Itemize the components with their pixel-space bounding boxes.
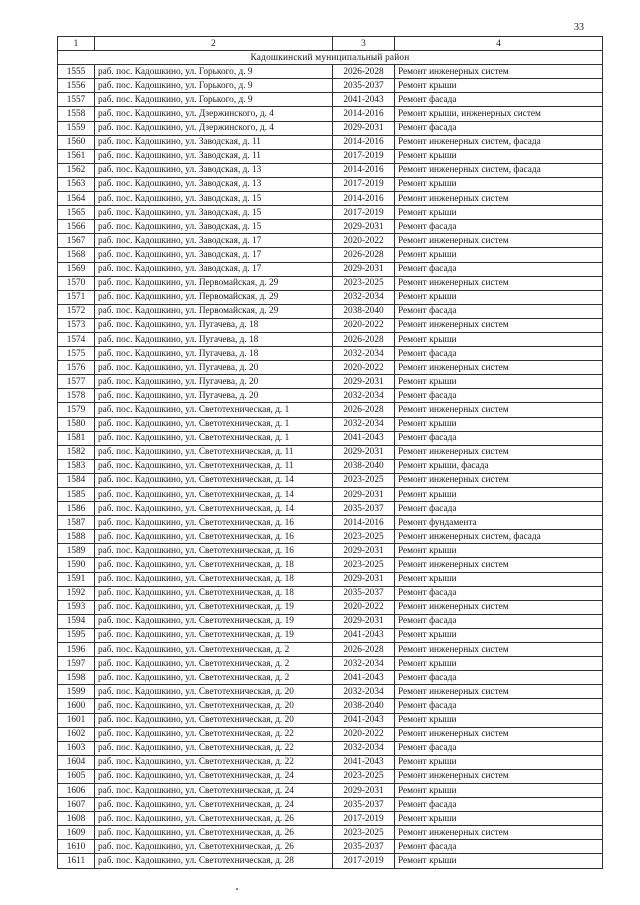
address: раб. пос. Кадошкино, ул. Заводская, д. 17 <box>95 248 333 262</box>
address: раб. пос. Кадошкино, ул. Заводская, д. 15 <box>95 192 333 206</box>
table-row <box>58 699 603 713</box>
row-number: 1577 <box>58 375 95 389</box>
period: 2032-2034 <box>333 741 395 755</box>
address: раб. пос. Кадошкино, ул. Светотехническая, д. 20 <box>95 685 333 699</box>
period: 2023-2025 <box>333 530 395 544</box>
table-row <box>58 614 603 628</box>
table-row <box>58 769 603 783</box>
table-row <box>58 445 603 459</box>
address: раб. пос. Кадошкино, ул. Горького, д. 9 <box>95 65 333 79</box>
address: раб. пос. Кадошкино, ул. Светотехническая, д. 20 <box>95 699 333 713</box>
row-number: 1568 <box>58 248 95 262</box>
address: раб. пос. Кадошкино, ул. Пугачева, д. 18 <box>95 318 333 332</box>
table-row <box>58 516 603 530</box>
row-number: 1575 <box>58 347 95 361</box>
address: раб. пос. Кадошкино, ул. Светотехническая, д. 14 <box>95 473 333 487</box>
period: 2029-2031 <box>333 121 395 135</box>
row-number: 1562 <box>58 163 95 177</box>
table-row <box>58 347 603 361</box>
row-number: 1559 <box>58 121 95 135</box>
row-number: 1579 <box>58 403 95 417</box>
work-type: Ремонт фасада <box>395 840 603 854</box>
row-number: 1601 <box>58 713 95 727</box>
work-type: Ремонт крыши <box>395 248 603 262</box>
work-type: Ремонт инженерных систем <box>395 685 603 699</box>
header-row <box>58 37 603 51</box>
address: раб. пос. Кадошкино, ул. Светотехническая, д. 26 <box>95 826 333 840</box>
table-row <box>58 643 603 657</box>
row-number: 1582 <box>58 445 95 459</box>
period: 2032-2034 <box>333 685 395 699</box>
address: раб. пос. Кадошкино, ул. Заводская, д. 13 <box>95 163 333 177</box>
row-number: 1607 <box>58 798 95 812</box>
work-type: Ремонт фасада <box>395 220 603 234</box>
period: 2014-2016 <box>333 135 395 149</box>
address: раб. пос. Кадошкино, ул. Светотехническая, д. 18 <box>95 586 333 600</box>
work-type: Ремонт инженерных систем <box>395 445 603 459</box>
row-number: 1578 <box>58 389 95 403</box>
work-type: Ремонт инженерных систем <box>395 276 603 290</box>
table-row <box>58 276 603 290</box>
table-row <box>58 65 603 79</box>
work-type: Ремонт инженерных систем <box>395 769 603 783</box>
address: раб. пос. Кадошкино, ул. Светотехническая, д. 1 <box>95 417 333 431</box>
address: раб. пос. Кадошкино, ул. Дзержинского, д. 4 <box>95 107 333 121</box>
period: 2041-2043 <box>333 628 395 642</box>
row-number: 1555 <box>58 65 95 79</box>
table-row <box>58 107 603 121</box>
address: раб. пос. Кадошкино, ул. Заводская, д. 17 <box>95 234 333 248</box>
address: раб. пос. Кадошкино, ул. Светотехническая, д. 2 <box>95 643 333 657</box>
period: 2029-2031 <box>333 375 395 389</box>
period: 2029-2031 <box>333 614 395 628</box>
work-type: Ремонт фасада <box>395 502 603 516</box>
row-number: 1611 <box>58 854 95 868</box>
work-type: Ремонт фасада <box>395 671 603 685</box>
table-row <box>58 163 603 177</box>
table-row <box>58 403 603 417</box>
region-title: Кадошкинский муниципальный район <box>58 51 603 65</box>
row-number: 1560 <box>58 135 95 149</box>
period: 2038-2040 <box>333 459 395 473</box>
row-number: 1556 <box>58 79 95 93</box>
period: 2029-2031 <box>333 220 395 234</box>
address: раб. пос. Кадошкино, ул. Светотехническая, д. 2 <box>95 657 333 671</box>
address: раб. пос. Кадошкино, ул. Пугачева, д. 18 <box>95 347 333 361</box>
row-number: 1606 <box>58 783 95 797</box>
work-type: Ремонт крыши <box>395 149 603 163</box>
work-type: Ремонт фасада <box>395 389 603 403</box>
work-type: Ремонт фасада <box>395 741 603 755</box>
address: раб. пос. Кадошкино, ул. Светотехническая, д. 26 <box>95 840 333 854</box>
work-type: Ремонт крыши <box>395 290 603 304</box>
row-number: 1570 <box>58 276 95 290</box>
address: раб. пос. Кадошкино, ул. Светотехническая, д. 28 <box>95 854 333 868</box>
address: раб. пос. Кадошкино, ул. Светотехническая, д. 22 <box>95 727 333 741</box>
period: 2017-2019 <box>333 812 395 826</box>
period: 2023-2025 <box>333 826 395 840</box>
row-number: 1567 <box>58 234 95 248</box>
period: 2020-2022 <box>333 600 395 614</box>
table-row <box>58 854 603 868</box>
period: 2026-2028 <box>333 248 395 262</box>
period: 2035-2037 <box>333 840 395 854</box>
address: раб. пос. Кадошкино, ул. Светотехническая, д. 19 <box>95 600 333 614</box>
row-number: 1587 <box>58 516 95 530</box>
work-type: Ремонт крыши <box>395 417 603 431</box>
row-number: 1608 <box>58 812 95 826</box>
address: раб. пос. Кадошкино, ул. Пугачева, д. 20 <box>95 375 333 389</box>
table-row <box>58 600 603 614</box>
column-header-2: 2 <box>95 37 333 51</box>
table-row <box>58 657 603 671</box>
work-type: Ремонт крыши, инженерных систем <box>395 107 603 121</box>
table-row <box>58 473 603 487</box>
period: 2035-2037 <box>333 798 395 812</box>
address: раб. пос. Кадошкино, ул. Светотехническая, д. 19 <box>95 628 333 642</box>
work-type: Ремонт инженерных систем <box>395 727 603 741</box>
period: 2026-2028 <box>333 65 395 79</box>
period: 2014-2016 <box>333 516 395 530</box>
row-number: 1565 <box>58 206 95 220</box>
table-row <box>58 417 603 431</box>
period: 2041-2043 <box>333 431 395 445</box>
work-type: Ремонт фасада <box>395 347 603 361</box>
period: 2023-2025 <box>333 558 395 572</box>
work-type: Ремонт крыши <box>395 713 603 727</box>
period: 2029-2031 <box>333 262 395 276</box>
period: 2032-2034 <box>333 657 395 671</box>
row-number: 1591 <box>58 572 95 586</box>
period: 2014-2016 <box>333 192 395 206</box>
address: раб. пос. Кадошкино, ул. Заводская, д. 15 <box>95 206 333 220</box>
row-number: 1588 <box>58 530 95 544</box>
period: 2020-2022 <box>333 727 395 741</box>
table-row <box>58 755 603 769</box>
row-number: 1585 <box>58 488 95 502</box>
address: раб. пос. Кадошкино, ул. Пугачева, д. 20 <box>95 389 333 403</box>
work-type: Ремонт крыши <box>395 783 603 797</box>
row-number: 1563 <box>58 177 95 191</box>
row-number: 1557 <box>58 93 95 107</box>
period: 2020-2022 <box>333 361 395 375</box>
address: раб. пос. Кадошкино, ул. Светотехническая, д. 20 <box>95 713 333 727</box>
row-number: 1602 <box>58 727 95 741</box>
address: раб. пос. Кадошкино, ул. Светотехническая, д. 1 <box>95 431 333 445</box>
address: раб. пос. Кадошкино, ул. Заводская, д. 11 <box>95 149 333 163</box>
period: 2029-2031 <box>333 783 395 797</box>
address: раб. пос. Кадошкино, ул. Дзержинского, д. 4 <box>95 121 333 135</box>
row-number: 1571 <box>58 290 95 304</box>
address: раб. пос. Кадошкино, ул. Светотехническая, д. 11 <box>95 459 333 473</box>
work-type: Ремонт инженерных систем <box>395 403 603 417</box>
period: 2023-2025 <box>333 769 395 783</box>
table-row <box>58 93 603 107</box>
row-number: 1580 <box>58 417 95 431</box>
row-number: 1594 <box>58 614 95 628</box>
table-row <box>58 304 603 318</box>
address: раб. пос. Кадошкино, ул. Светотехническая, д. 1 <box>95 403 333 417</box>
address: раб. пос. Кадошкино, ул. Светотехническая, д. 24 <box>95 798 333 812</box>
period: 2035-2037 <box>333 79 395 93</box>
address: раб. пос. Кадошкино, ул. Первомайская, д. 29 <box>95 304 333 318</box>
work-type: Ремонт крыши <box>395 657 603 671</box>
row-number: 1584 <box>58 473 95 487</box>
row-number: 1566 <box>58 220 95 234</box>
row-number: 1590 <box>58 558 95 572</box>
address: раб. пос. Кадошкино, ул. Светотехническая, д. 18 <box>95 558 333 572</box>
table-row <box>58 220 603 234</box>
table-row <box>58 177 603 191</box>
row-number: 1564 <box>58 192 95 206</box>
period: 2041-2043 <box>333 671 395 685</box>
table-row <box>58 826 603 840</box>
address: раб. пос. Кадошкино, ул. Светотехническая, д. 24 <box>95 783 333 797</box>
work-type: Ремонт инженерных систем <box>395 65 603 79</box>
period: 2038-2040 <box>333 699 395 713</box>
work-type: Ремонт фасада <box>395 798 603 812</box>
address: раб. пос. Кадошкино, ул. Светотехническая, д. 24 <box>95 769 333 783</box>
table-row <box>58 248 603 262</box>
table-row <box>58 234 603 248</box>
period: 2017-2019 <box>333 854 395 868</box>
work-type: Ремонт инженерных систем <box>395 558 603 572</box>
work-type: Ремонт фасада <box>395 121 603 135</box>
row-number: 1605 <box>58 769 95 783</box>
address: раб. пос. Кадошкино, ул. Светотехническая, д. 18 <box>95 572 333 586</box>
period: 2035-2037 <box>333 586 395 600</box>
row-number: 1604 <box>58 755 95 769</box>
work-type: Ремонт крыши <box>395 628 603 642</box>
table-row <box>58 713 603 727</box>
work-type: Ремонт крыши <box>395 206 603 220</box>
work-type: Ремонт крыши <box>395 755 603 769</box>
work-type: Ремонт инженерных систем <box>395 192 603 206</box>
address: раб. пос. Кадошкино, ул. Светотехническая, д. 14 <box>95 488 333 502</box>
period: 2041-2043 <box>333 755 395 769</box>
row-number: 1598 <box>58 671 95 685</box>
period: 2029-2031 <box>333 488 395 502</box>
table-row <box>58 671 603 685</box>
work-type: Ремонт крыши, фасада <box>395 459 603 473</box>
address: раб. пос. Кадошкино, ул. Первомайская, д. 29 <box>95 290 333 304</box>
period: 2038-2040 <box>333 304 395 318</box>
address: раб. пос. Кадошкино, ул. Светотехническая, д. 16 <box>95 516 333 530</box>
table-row <box>58 332 603 346</box>
work-type: Ремонт инженерных систем <box>395 600 603 614</box>
period: 2020-2022 <box>333 318 395 332</box>
table-row <box>58 544 603 558</box>
period: 2029-2031 <box>333 544 395 558</box>
column-header-4: 4 <box>395 37 603 51</box>
table-row <box>58 459 603 473</box>
row-number: 1576 <box>58 361 95 375</box>
work-type: Ремонт крыши <box>395 854 603 868</box>
address: раб. пос. Кадошкино, ул. Пугачева, д. 20 <box>95 361 333 375</box>
row-number: 1596 <box>58 643 95 657</box>
address: раб. пос. Кадошкино, ул. Заводская, д. 13 <box>95 177 333 191</box>
table-row <box>58 192 603 206</box>
row-number: 1572 <box>58 304 95 318</box>
work-type: Ремонт фасада <box>395 93 603 107</box>
address: раб. пос. Кадошкино, ул. Светотехническая, д. 26 <box>95 812 333 826</box>
work-type: Ремонт инженерных систем <box>395 826 603 840</box>
work-type: Ремонт фасада <box>395 262 603 276</box>
address: раб. пос. Кадошкино, ул. Светотехническая, д. 22 <box>95 755 333 769</box>
row-number: 1561 <box>58 149 95 163</box>
work-type: Ремонт крыши <box>395 812 603 826</box>
table-row <box>58 135 603 149</box>
table-row <box>58 798 603 812</box>
table-row <box>58 375 603 389</box>
work-type: Ремонт инженерных систем <box>395 361 603 375</box>
period: 2023-2025 <box>333 473 395 487</box>
period: 2035-2037 <box>333 502 395 516</box>
address: раб. пос. Кадошкино, ул. Горького, д. 9 <box>95 79 333 93</box>
period: 2029-2031 <box>333 572 395 586</box>
table-row <box>58 431 603 445</box>
period: 2026-2028 <box>333 403 395 417</box>
row-number: 1573 <box>58 318 95 332</box>
work-type: Ремонт крыши <box>395 488 603 502</box>
repair-schedule-table <box>57 36 603 869</box>
row-number: 1589 <box>58 544 95 558</box>
period: 2017-2019 <box>333 177 395 191</box>
table-row <box>58 530 603 544</box>
row-number: 1603 <box>58 741 95 755</box>
period: 2023-2025 <box>333 276 395 290</box>
row-number: 1595 <box>58 628 95 642</box>
table-row <box>58 488 603 502</box>
work-type: Ремонт крыши <box>395 332 603 346</box>
table-row <box>58 502 603 516</box>
table-row <box>58 361 603 375</box>
table-row <box>58 262 603 276</box>
row-number: 1597 <box>58 657 95 671</box>
period: 2041-2043 <box>333 93 395 107</box>
work-type: Ремонт фасада <box>395 304 603 318</box>
table-row <box>58 318 603 332</box>
work-type: Ремонт крыши <box>395 177 603 191</box>
table-row <box>58 727 603 741</box>
table-row <box>58 741 603 755</box>
table-row <box>58 290 603 304</box>
address: раб. пос. Кадошкино, ул. Светотехническая, д. 19 <box>95 614 333 628</box>
row-number: 1609 <box>58 826 95 840</box>
work-type: Ремонт крыши <box>395 544 603 558</box>
period: 2032-2034 <box>333 417 395 431</box>
table-row <box>58 628 603 642</box>
address: раб. пос. Кадошкино, ул. Светотехническая, д. 16 <box>95 544 333 558</box>
work-type: Ремонт инженерных систем, фасада <box>395 135 603 149</box>
work-type: Ремонт инженерных систем <box>395 473 603 487</box>
work-type: Ремонт инженерных систем <box>395 234 603 248</box>
period: 2017-2019 <box>333 206 395 220</box>
row-number: 1581 <box>58 431 95 445</box>
row-number: 1583 <box>58 459 95 473</box>
row-number: 1593 <box>58 600 95 614</box>
address: раб. пос. Кадошкино, ул. Светотехническая, д. 2 <box>95 671 333 685</box>
address: раб. пос. Кадошкино, ул. Заводская, д. 17 <box>95 262 333 276</box>
table-row <box>58 121 603 135</box>
period: 2017-2019 <box>333 149 395 163</box>
address: раб. пос. Кадошкино, ул. Заводская, д. 11 <box>95 135 333 149</box>
table-row <box>58 840 603 854</box>
row-number: 1574 <box>58 332 95 346</box>
work-type: Ремонт крыши <box>395 572 603 586</box>
address: раб. пос. Кадошкино, ул. Первомайская, д. 29 <box>95 276 333 290</box>
period: 2032-2034 <box>333 347 395 361</box>
row-number: 1569 <box>58 262 95 276</box>
period: 2032-2034 <box>333 389 395 403</box>
period: 2014-2016 <box>333 163 395 177</box>
work-type: Ремонт крыши <box>395 79 603 93</box>
column-header-1: 1 <box>58 37 95 51</box>
period: 2032-2034 <box>333 290 395 304</box>
table-row <box>58 812 603 826</box>
table-row <box>58 685 603 699</box>
work-type: Ремонт фундамента <box>395 516 603 530</box>
table-row <box>58 783 603 797</box>
table-row <box>58 586 603 600</box>
table-row <box>58 206 603 220</box>
row-number: 1600 <box>58 699 95 713</box>
work-type: Ремонт фасада <box>395 431 603 445</box>
period: 2029-2031 <box>333 445 395 459</box>
work-type: Ремонт крыши <box>395 375 603 389</box>
period: 2026-2028 <box>333 332 395 346</box>
address: раб. пос. Кадошкино, ул. Светотехническая, д. 22 <box>95 741 333 755</box>
table-row <box>58 558 603 572</box>
table-row <box>58 79 603 93</box>
row-number: 1586 <box>58 502 95 516</box>
period: 2041-2043 <box>333 713 395 727</box>
work-type: Ремонт инженерных систем, фасада <box>395 530 603 544</box>
table-row <box>58 389 603 403</box>
column-header-3: 3 <box>333 37 395 51</box>
address: раб. пос. Кадошкино, ул. Светотехническая, д. 11 <box>95 445 333 459</box>
address: раб. пос. Кадошкино, ул. Заводская, д. 15 <box>95 220 333 234</box>
row-number: 1610 <box>58 840 95 854</box>
work-type: Ремонт фасада <box>395 614 603 628</box>
address: раб. пос. Кадошкино, ул. Светотехническая, д. 14 <box>95 502 333 516</box>
region-row <box>58 51 603 65</box>
address: раб. пос. Кадошкино, ул. Светотехническая, д. 16 <box>95 530 333 544</box>
table-row <box>58 572 603 586</box>
work-type: Ремонт инженерных систем, фасада <box>395 163 603 177</box>
table-row <box>58 149 603 163</box>
work-type: Ремонт инженерных систем <box>395 643 603 657</box>
row-number: 1558 <box>58 107 95 121</box>
scan-speck <box>236 888 238 890</box>
work-type: Ремонт фасада <box>395 699 603 713</box>
period: 2026-2028 <box>333 643 395 657</box>
page-number: 33 <box>574 22 584 33</box>
period: 2014-2016 <box>333 107 395 121</box>
row-number: 1599 <box>58 685 95 699</box>
address: раб. пос. Кадошкино, ул. Пугачева, д. 18 <box>95 332 333 346</box>
address: раб. пос. Кадошкино, ул. Горького, д. 9 <box>95 93 333 107</box>
work-type: Ремонт инженерных систем <box>395 318 603 332</box>
row-number: 1592 <box>58 586 95 600</box>
period: 2020-2022 <box>333 234 395 248</box>
work-type: Ремонт фасада <box>395 586 603 600</box>
